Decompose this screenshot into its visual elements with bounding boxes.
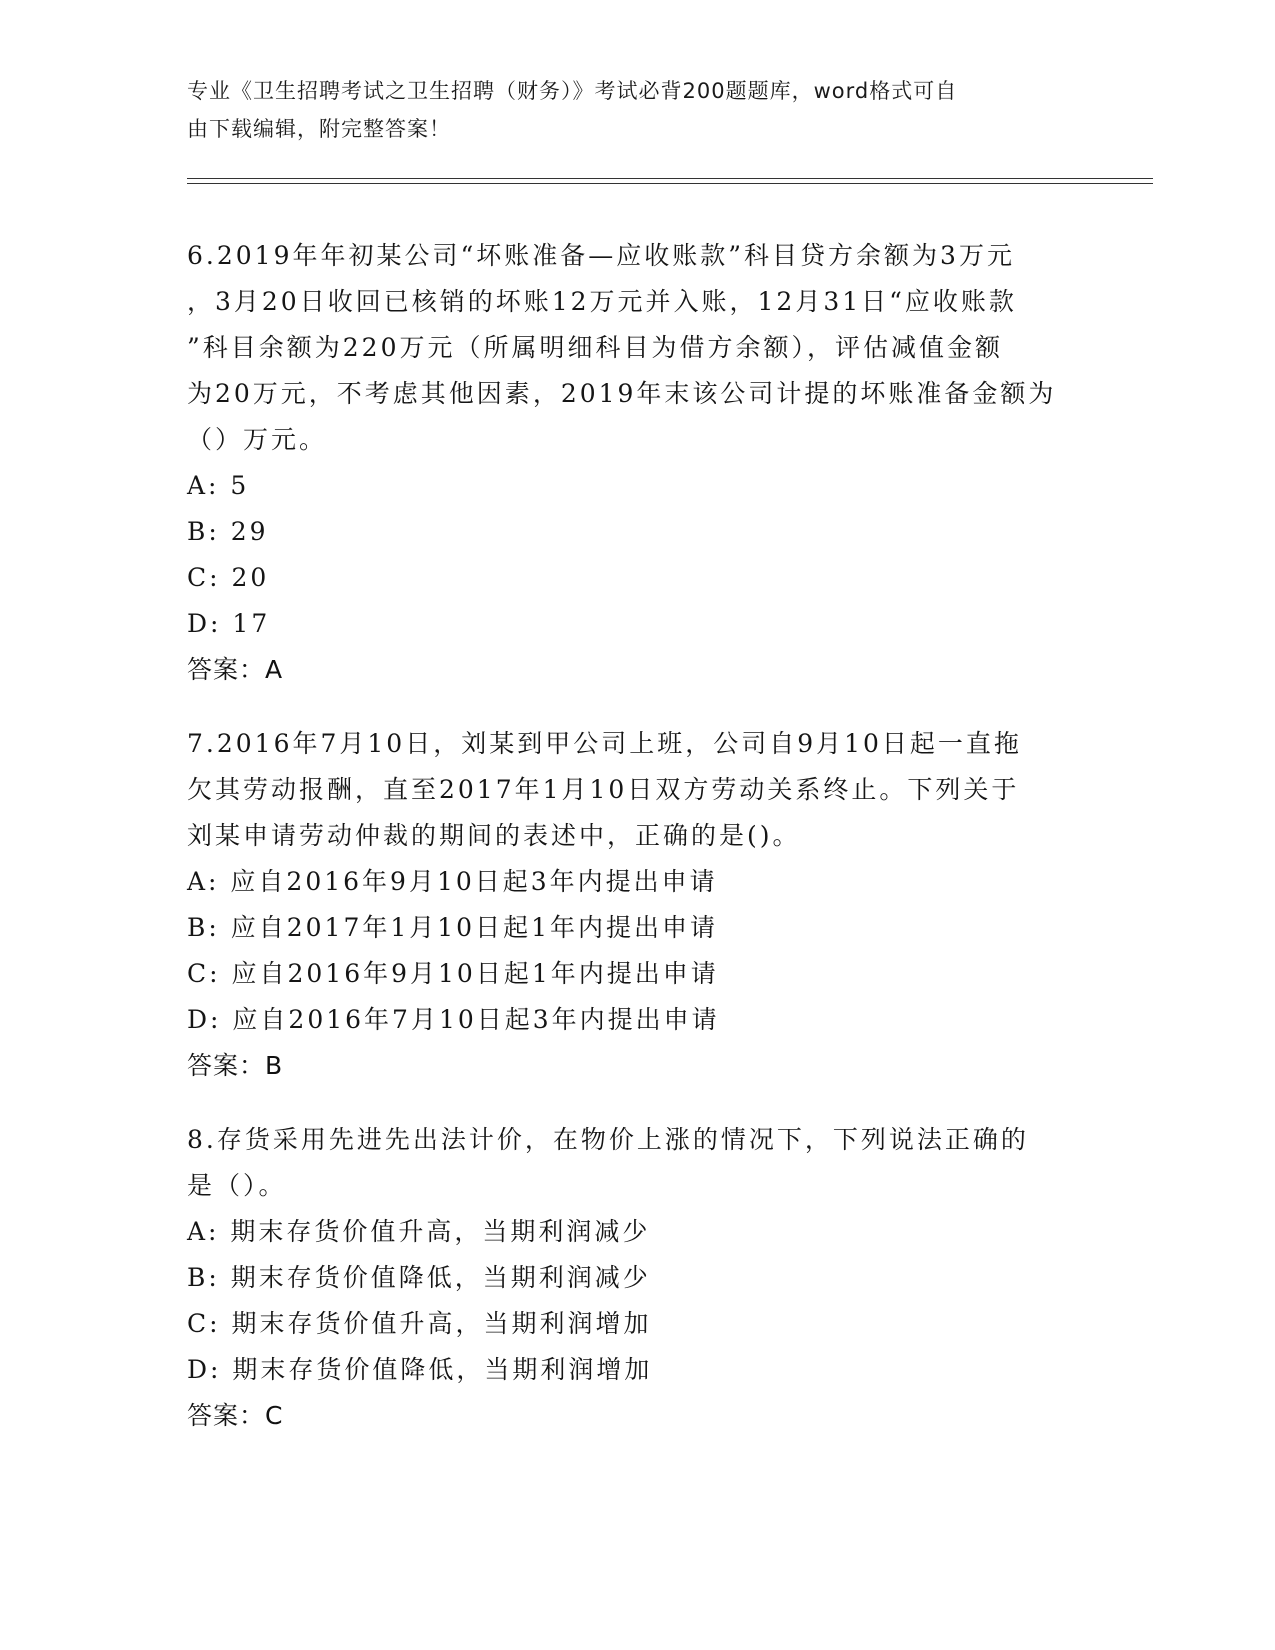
stem-line: 8.存货采用先进先出法计价，在物价上涨的情况下，下列说法正确的: [187, 1125, 1029, 1154]
header-divider-bottom: [187, 183, 1153, 184]
stem-line: 刘某申请劳动仲裁的期间的表述中，正确的是()。: [187, 821, 801, 850]
option-a: A: 应自2016年9月10日起3年内提出申请: [187, 867, 718, 896]
stem-line: ”科目余额为220万元（所属明细科目为借方余额），评估减值金额: [187, 333, 1004, 362]
answer-label: 答案：B: [187, 1051, 284, 1080]
answer-label: 答案：C: [187, 1401, 284, 1430]
stem-line: 为20万元，不考虑其他因素，2019年末该公司计提的坏账准备金额为: [187, 379, 1057, 408]
question-list: [187, 233, 1087, 1467]
question-7: [187, 721, 1087, 1089]
header-divider-top: [187, 178, 1153, 179]
stem-line: 6.2019年年初某公司“坏账准备—应收账款”科目贷方余额为3万元: [187, 241, 1015, 270]
stem-line: （）万元。: [187, 425, 328, 454]
stem-line: 欠其劳动报酬，直至2017年1月10日双方劳动关系终止。下列关于: [187, 775, 1020, 804]
option-b: B: 期末存货价值降低，当期利润减少: [187, 1263, 651, 1292]
stem-line: 是（）。: [187, 1171, 287, 1200]
option-a: A: 5: [187, 471, 250, 500]
intro-line-2: 由下载编辑，附完整答案！: [187, 117, 451, 141]
intro-line-1: 专业《卫生招聘考试之卫生招聘（财务）》考试必背200题题库，word格式可自: [187, 79, 958, 103]
option-b: B: 应自2017年1月10日起1年内提出申请: [187, 913, 718, 942]
option-c: C: 应自2016年9月10日起1年内提出申请: [187, 959, 719, 988]
question-8: [187, 1117, 1087, 1439]
answer-label: 答案：A: [187, 655, 284, 684]
question-stem: [187, 233, 1087, 463]
question-6: [187, 233, 1087, 693]
document-intro: [187, 72, 1067, 148]
option-c: C: 20: [187, 563, 270, 592]
stem-line: 7.2016年7月10日，刘某到甲公司上班，公司自9月10日起一直拖: [187, 729, 1022, 758]
stem-line: ，3月20日收回已核销的坏账12万元并入账，12月31日“应收账款: [187, 287, 1017, 316]
question-stem: [187, 721, 1087, 859]
option-d: D: 期末存货价值降低，当期利润增加: [187, 1355, 653, 1384]
option-d: D: 应自2016年7月10日起3年内提出申请: [187, 1005, 720, 1034]
option-a: A: 期末存货价值升高，当期利润减少: [187, 1217, 651, 1246]
option-b: B: 29: [187, 517, 269, 546]
question-stem: [187, 1117, 1087, 1209]
option-c: C: 期末存货价值升高，当期利润增加: [187, 1309, 652, 1338]
option-d: D: 17: [187, 609, 271, 638]
